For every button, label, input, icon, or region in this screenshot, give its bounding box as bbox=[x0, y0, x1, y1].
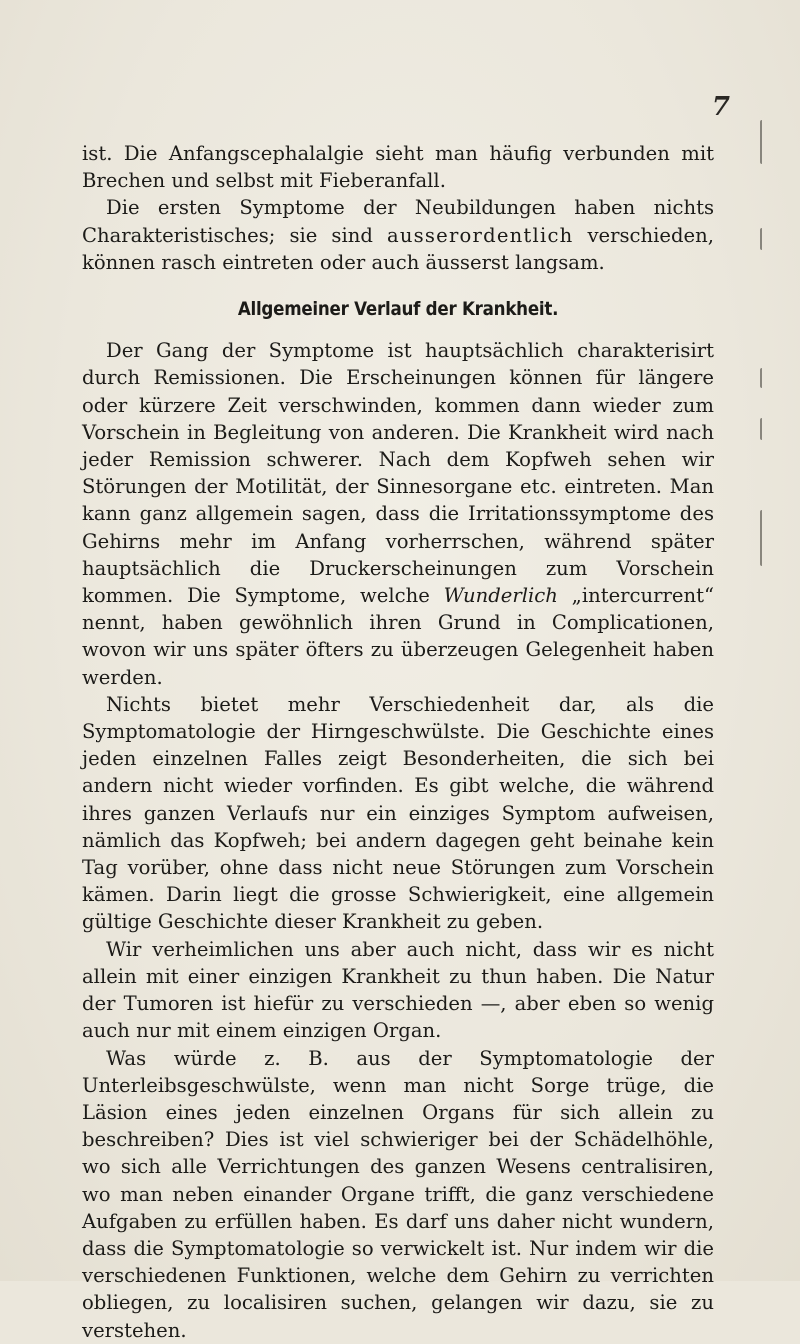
paragraph-remissions bbox=[82, 337, 714, 691]
paragraph-continuation: ist. Die Anfangscephalalgie sieht man häufig verbunden mit Brechen und selbst mit Fieberanfall. bbox=[82, 142, 714, 193]
margin-pencil-mark bbox=[760, 418, 770, 440]
paragraph-tumor-nature: Wir verheimlichen uns aber auch nicht, dass wir es nicht allein mit einer einzigen Krankheit zu thun haben. Die Natur der Tumoren ist hiefür zu verschieden —, aber eben so wenig auch nur mit einem einzigen Organ. bbox=[82, 937, 714, 1043]
page-number: 7 bbox=[711, 92, 730, 122]
section-heading: Allgemeiner Verlauf der Krankheit. bbox=[237, 298, 559, 321]
paragraph-text: Der Gang der Symptome ist hauptsächlich charakterisirt durch Remissionen. Die Erscheinungen können für längere oder kürzere Zeit verschwinden, kommen dann wieder zum Vorschein in Begleitung von anderen. Die Krankheit wird nach jeder Remission schwerer. Nach dem Kopfweh sehen wir Störungen der Motilität, der Sinnesorgane etc. eintreten. Man kann ganz allgemein sagen, dass die Irritationssymptome des Gehirns mehr im Anfang vorherrschen, während später hauptsächlich die Druckerscheinungen zum Vorschein kommen. Die Symptome, welche bbox=[82, 339, 714, 608]
margin-pencil-mark bbox=[760, 510, 770, 566]
margin-pencil-mark bbox=[760, 228, 770, 250]
paragraph-text: verschieden, können rasch eintreten oder auch äusserst langsam. bbox=[82, 223, 715, 274]
paragraph-text: „intercurrent“ nennt, haben gewöhnlich ihren Grund in Complicationen, wovon wir uns später öfters zu überzeugen Gelegenheit haben werden. bbox=[82, 584, 714, 689]
paragraph-localisation: Was würde z. B. aus der Symptomatologie der Unterleibsgeschwülste, wenn man nicht Sorge trüge, die Läsion eines jeden einzelnen Organs für sich allein zu beschreiben? Dies ist viel schwieriger bei der Schädelhöhle, wo sich alle Verrichtungen des ganzen Wesens centralisiren, wo man neben einander Organe trifft, die ganz verschiedene Aufgaben zu erfüllen haben. Es darf uns daher nicht wundern, dass die Symptomatologie so verwickelt ist. Nur indem wir die verschiedenen Funktionen, welche dem Gehirn zu verrichten obliegen, zu localisiren suchen, gelangen wir dazu, sie zu verstehen. bbox=[82, 1046, 714, 1342]
author-name: Wunderlich bbox=[443, 584, 558, 608]
page-body bbox=[82, 140, 714, 1344]
margin-pencil-mark bbox=[760, 120, 770, 164]
paragraph-variability: Nichts bietet mehr Verschiedenheit dar, als die Symptomatologie der Hirngeschwülste. Die Geschichte eines jeden einzelnen Falles zeigt Besonderheiten, die sich bei andern nicht wieder vorfinden. Es gibt welche, die während ihres ganzen Verlaufs nur ein einziges Symptom aufweisen, nämlich das Kopfweh; bei andern dagegen geht beinahe kein Tag vorüber, ohne dass nicht neue Störungen zum Vorschein kämen. Darin liegt die grosse Schwierigkeit, eine allgemein gültige Geschichte dieser Krankheit zu geben. bbox=[82, 692, 714, 934]
paragraph-first-symptoms bbox=[82, 194, 714, 276]
paragraph-text: Die ersten Symptome der Neubildungen haben nichts Charakteristisches; sie sind bbox=[82, 196, 714, 247]
margin-pencil-mark bbox=[760, 368, 770, 388]
spaced-emphasis: ausserordentlich bbox=[386, 223, 574, 247]
